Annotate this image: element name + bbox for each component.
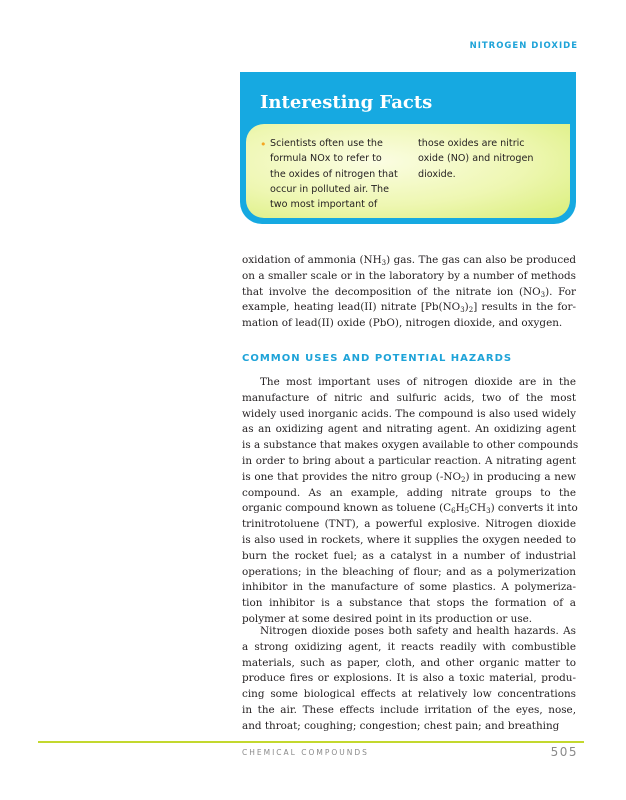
text-line — [242, 407, 576, 423]
uses-paragraph — [242, 375, 579, 628]
running-head: NITROGEN DIOXIDE — [469, 41, 578, 51]
footer-rule — [38, 741, 584, 743]
subscript: 5 — [464, 507, 470, 516]
text-run: mation of lead(II) oxide (PbO), nitrogen dioxide, and oxygen. — [242, 317, 563, 330]
interesting-facts-box — [240, 72, 576, 224]
text-line — [242, 565, 576, 581]
text-run: in order to bring about a particular reaction. A nitrating agent — [242, 454, 576, 467]
text-line — [242, 517, 576, 533]
text-line — [242, 285, 576, 301]
text-run: cing some biological effects at relatively low concentrations — [242, 688, 576, 701]
facts-title: Interesting Facts — [260, 92, 433, 113]
text-run: inhibitor in the manufacture of some plastics. A polymeriza- — [242, 581, 576, 594]
text-line — [242, 719, 576, 735]
text-line — [242, 533, 576, 549]
text-run: compound. As an example, adding nitrate groups to the — [242, 486, 576, 499]
text-line: dioxide. — [418, 168, 456, 180]
text-line — [242, 687, 576, 703]
text-line — [242, 253, 576, 269]
text-run: ) converts it into — [490, 502, 578, 515]
text-line: formula NOx to refer to — [270, 153, 382, 165]
text-line — [242, 300, 576, 316]
text-line — [242, 422, 576, 438]
bullet-icon: • — [260, 138, 267, 151]
text-run: in the air. These effects include irritation of the eyes, nose, — [242, 703, 576, 716]
text-run: on a smaller scale or in the laboratory by a number of methods — [242, 269, 576, 282]
text-run: burn the rocket fuel; as a catalyst in a number of industrial — [242, 549, 576, 562]
text-run: materials, such as paper, cloth, and other organic matter to — [242, 656, 576, 669]
subscript: 3 — [540, 290, 546, 299]
text-run: ) gas. The gas can also be produced — [386, 254, 576, 266]
text-run: tion inhibitor is a substance that stops the formation of a — [242, 597, 576, 610]
text-line — [242, 438, 579, 454]
text-run: a strong oxidizing agent, it reacts readily with combustible — [242, 640, 576, 653]
text-run: ). For — [545, 285, 576, 298]
text-run: is also used in rockets, where it supplies the oxygen needed to — [242, 533, 576, 546]
text-line — [242, 454, 576, 470]
footer-book-title: CHEMICAL COMPOUNDS — [242, 748, 369, 757]
hazards-paragraph — [242, 624, 576, 735]
text-line: the oxides of nitrogen that — [270, 168, 398, 180]
text-line — [242, 316, 576, 332]
subscript: 3 — [381, 259, 387, 267]
subscript: 2 — [468, 306, 474, 315]
text-line — [242, 580, 576, 596]
text-line: oxide (NO) and nitrogen — [418, 153, 534, 165]
text-line: two most important of — [270, 199, 378, 211]
text-run: that involve the decomposition of the nitrate ion (NO — [242, 285, 541, 298]
text-line — [242, 656, 576, 672]
text-run: is a substance that makes oxygen available to other compounds — [242, 439, 579, 452]
subscript: 3 — [486, 507, 491, 516]
text-run: operations; in the bleaching of flour; and as a polymerization — [242, 565, 576, 578]
text-line: those oxides are nitric — [418, 138, 525, 149]
text-line — [242, 486, 576, 502]
text-run: trinitrotoluene (TNT), a powerful explosive. Nitrogen dioxide — [242, 518, 576, 531]
text-line — [242, 501, 576, 517]
text-line: Scientists often use the — [270, 138, 383, 149]
text-run: H — [455, 502, 465, 515]
subscript: 2 — [460, 475, 466, 484]
text-run: oxidation of ammonia (NH — [242, 254, 382, 266]
text-run: widely used inorganic acids. The compound is also used widely — [242, 407, 576, 420]
facts-column-2 — [418, 136, 554, 182]
text-run: The most important uses of nitrogen dioxide are in the — [260, 376, 576, 388]
text-run: organic compound known as toluene (C — [242, 502, 452, 515]
text-run: Nitrogen dioxide poses both safety and health hazards. As — [260, 625, 576, 637]
text-line — [242, 470, 576, 486]
text-line — [242, 624, 576, 640]
text-run: ] results in the for- — [473, 301, 576, 314]
text-run: example, heating lead(II) nitrate [Pb(NO — [242, 301, 461, 314]
text-line — [242, 549, 576, 565]
facts-content-panel — [246, 124, 570, 218]
subscript: 3 — [460, 306, 465, 315]
text-run: polymer at some desired point in its production or use. — [242, 612, 533, 625]
text-run: is one that provides the nitro group (-NO — [242, 470, 461, 483]
text-line — [242, 391, 576, 407]
intro-paragraph — [242, 253, 576, 332]
text-line — [242, 375, 576, 391]
text-line — [242, 703, 576, 719]
page-number: 505 — [550, 745, 578, 759]
facts-column-1 — [270, 136, 398, 212]
text-run: ) — [464, 301, 469, 314]
text-line — [242, 671, 576, 687]
text-line: occur in polluted air. The — [270, 183, 390, 195]
subscript: 6 — [451, 507, 456, 516]
section-heading: COMMON USES AND POTENTIAL HAZARDS — [242, 353, 513, 364]
text-run: manufacture of nitric and sulfuric acids, two of the most — [242, 391, 576, 404]
text-run: CH — [469, 502, 487, 515]
text-line — [242, 269, 576, 285]
text-line — [242, 640, 576, 656]
text-run: and throat; coughing; congestion; chest pain; and breathing — [242, 719, 560, 732]
text-line — [242, 596, 576, 612]
text-run: ) in producing a new — [465, 470, 576, 483]
text-run: produce fires or explosions. It is also a toxic material, produ- — [242, 672, 576, 685]
text-run: as an oxidizing agent and nitrating agent. An oxidizing agent — [242, 423, 576, 436]
